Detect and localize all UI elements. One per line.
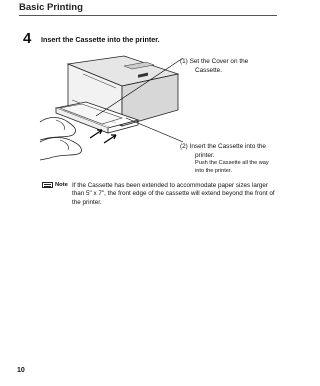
callout-set-cover bbox=[180, 58, 280, 75]
note-label: Note bbox=[55, 182, 68, 188]
callout-1-line-1: (1) Set the Cover on the bbox=[180, 58, 249, 65]
header-divider bbox=[19, 15, 277, 16]
callout-2-sub-1: Push the Cassette all the way bbox=[195, 160, 269, 167]
callout-2-line-2: printer. bbox=[195, 151, 215, 159]
callout-insert-cassette bbox=[180, 143, 280, 175]
step-title: Insert the Cassette into the printer. bbox=[41, 35, 160, 44]
note-text: If the Cassette has been extended to accommodate paper sizes larger than 5" x 7", the front edge of the cassette will extend beyond the front of the printer. bbox=[72, 182, 275, 206]
callout-2-line-1: (2) Insert the Cassette into the bbox=[180, 143, 266, 150]
note-badge bbox=[42, 182, 68, 188]
callout-2-sub-2: into the printer. bbox=[195, 167, 233, 174]
page-number: 10 bbox=[17, 367, 25, 374]
step-number: 4 bbox=[23, 30, 32, 47]
callout-1-line-2: Cassette. bbox=[195, 66, 222, 74]
section-header: Basic Printing bbox=[19, 2, 83, 13]
printer-cassette-illustration bbox=[38, 50, 183, 170]
note-icon bbox=[42, 182, 53, 188]
